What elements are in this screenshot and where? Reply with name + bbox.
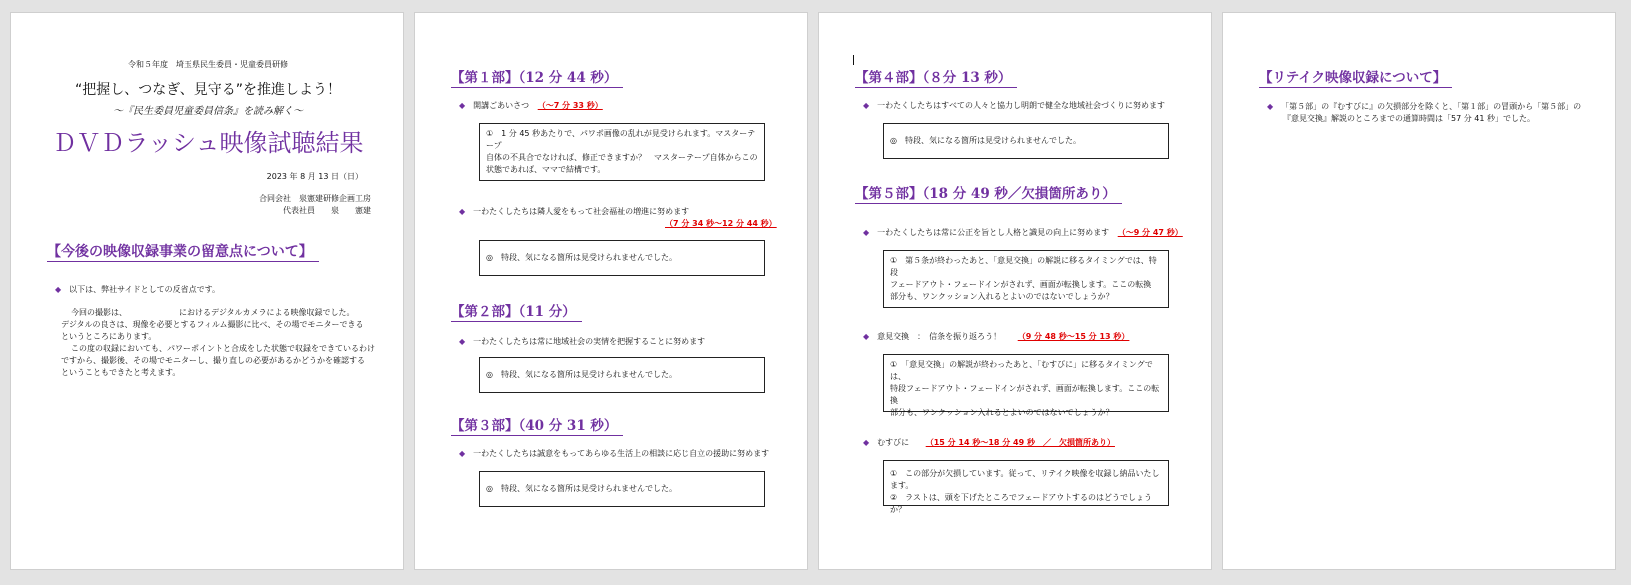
representative: 代表社員 泉 憲建 — [283, 206, 371, 215]
note-box: ① 「意見交換」の解説が終わったあと、「むすびに」に移るタイミングでは、 特段フェードアウト・フェードインがされず、画面が転換します。ここの転換 部分も、ワンクッション入れるとよいのではないでしょうか？ — [883, 354, 1169, 412]
document-page-3 — [818, 12, 1212, 570]
document-page-2 — [414, 12, 808, 570]
bullet-text: 一わたくしたちは常に地域社会の実情を把握することに努めます — [473, 337, 706, 346]
bullet-text: 開講ごあいさつ — [473, 101, 530, 110]
section-title-part2: 【第２部】（11 分） — [451, 303, 582, 322]
body-line: この度の収録においても、パワーポイントと合成をした状態で収録をできているわけ — [71, 344, 375, 353]
diamond-bullet-icon: ◆ — [459, 207, 466, 216]
diamond-bullet-icon: ◆ — [459, 101, 466, 110]
bullet-item — [863, 227, 1183, 239]
time-range: （～7 分 33 秒） — [537, 101, 603, 110]
company: 合同会社 泉憲建研修企画工房 — [259, 194, 371, 203]
event-line: 令和５年度 埼玉県民生委員・児童委員研修 — [128, 60, 288, 69]
diamond-bullet-icon: ◆ — [459, 337, 466, 346]
bullet-text: 一わたくしたちは常に公正を旨とし人格と識見の向上に努めます — [877, 228, 1110, 237]
bullet-text: 一わたくしたちは誠意をもってあらゆる生活上の相談に応じ自立の援助に努めます — [473, 449, 770, 458]
bullet-text: 一わたくしたちはすべての人々と協力し明朗で健全な地域社会づくりに努めます — [877, 101, 1165, 110]
bullet-text: 以下は、弊社サイドとしての反省点です。 — [69, 285, 220, 294]
bullet-item — [459, 206, 689, 218]
time-range: （～9 分 47 秒） — [1117, 228, 1183, 237]
bullet-text: 「第５部」の『むすびに』の欠損部分を除くと、「第１部」の冒頭から「第５部」の — [1281, 102, 1582, 111]
diamond-bullet-icon: ◆ — [863, 332, 870, 341]
bullet-item — [863, 100, 1165, 112]
bullet-item — [863, 437, 1115, 449]
date: 2023 年 8 月 13 日（日） — [266, 172, 363, 181]
section-title-part5: 【第５部】（18 分 49 秒／欠損箇所あり） — [855, 185, 1122, 204]
diamond-bullet-icon: ◆ — [1267, 102, 1274, 111]
note-box: ① 第５条が終わったあと、「意見交換」の解説に移るタイミングでは、特段 フェードアウト・フェードインがされず、画面が転換します。ここの転換 部分も、ワンクッション入れるとよいのではないでしょうか？ — [883, 250, 1169, 308]
text-cursor — [853, 55, 854, 65]
note-box: ① この部分が欠損しています。従って、リテイク映像を収録し納品いたします。 ② ラストは、頭を下げたところでフェードアウトするのはどうでしょうか？ — [883, 460, 1169, 506]
bullet-text: むすびに — [877, 438, 910, 447]
note-box: ◎ 特段、気になる箇所は見受けられませんでした。 — [479, 471, 765, 507]
note-box: ◎ 特段、気になる箇所は見受けられませんでした。 — [883, 123, 1169, 159]
section-title-part4: 【第４部】（８分 13 秒） — [855, 69, 1017, 88]
subtitle: ～『民生委員児童委員信条』を読み解く～ — [113, 106, 303, 117]
bullet-item — [459, 100, 603, 112]
body-line: デジタルの良さは、現像を必要とするフィルム撮影に比べ、その場でモニターできる — [61, 320, 364, 329]
section-title-retake: 【リテイク映像収録について】 — [1259, 69, 1452, 88]
diamond-bullet-icon: ◆ — [863, 438, 870, 447]
document-page-4 — [1222, 12, 1616, 570]
bullet-item — [55, 284, 220, 296]
body-line: 今回の撮影は、 におけるデジタルカメラによる映像収録でした。 — [71, 308, 355, 317]
time-range: （15 分 14 秒～18 分 49 秒 ／ 欠損箇所あり） — [925, 438, 1115, 447]
diamond-bullet-icon: ◆ — [55, 285, 62, 294]
section-title-part1: 【第１部】（12 分 44 秒） — [451, 69, 623, 88]
body-line: 『意見交換』解説のところまでの通算時間は「57 分 41 秒」でした。 — [1283, 114, 1535, 123]
bullet-item — [459, 448, 769, 460]
note-box: ① 1 分 45 秒あたりで、パワポ画像の乱れが見受けられます。マスターテープ 自体の不具合でなければ、修正できますか？ マスターテープ自体からこの 状態であれば、ママで結構です。 — [479, 123, 765, 181]
note-box: ◎ 特段、気になる箇所は見受けられませんでした。 — [479, 240, 765, 276]
diamond-bullet-icon: ◆ — [863, 101, 870, 110]
bullet-item — [1267, 101, 1581, 113]
diamond-bullet-icon: ◆ — [459, 449, 466, 458]
bullet-text: 意見交換 ： 信条を振り返ろう！ — [877, 332, 1002, 341]
bullet-text: 一わたくしたちは隣人愛をもって社会福祉の増進に努めます — [473, 207, 690, 216]
section-title-part3: 【第３部】（40 分 31 秒） — [451, 417, 623, 436]
body-line: というところにあります。 — [61, 332, 157, 341]
body-line: ですから、撮影後、その場でモニターし、撮り直しの必要があるかどうかを確認する — [61, 356, 365, 365]
time-range: （9 分 48 秒～15 分 13 秒） — [1017, 332, 1130, 341]
section-title: 【今後の映像収録事業の留意点について】 — [47, 243, 319, 262]
time-range: （7 分 34 秒～12 分 44 秒） — [665, 219, 777, 228]
main-title: ＤＶＤラッシュ映像試聴結果 — [52, 129, 364, 157]
body-line: ということもできたと考えます。 — [61, 368, 181, 377]
note-box: ◎ 特段、気になる箇所は見受けられませんでした。 — [479, 357, 765, 393]
document-page-1 — [10, 12, 404, 570]
bullet-item — [459, 336, 705, 348]
slogan: “把握し、つなぎ、見守る”を推進しよう！ — [75, 82, 341, 98]
diamond-bullet-icon: ◆ — [863, 228, 870, 237]
bullet-item — [863, 331, 1129, 343]
